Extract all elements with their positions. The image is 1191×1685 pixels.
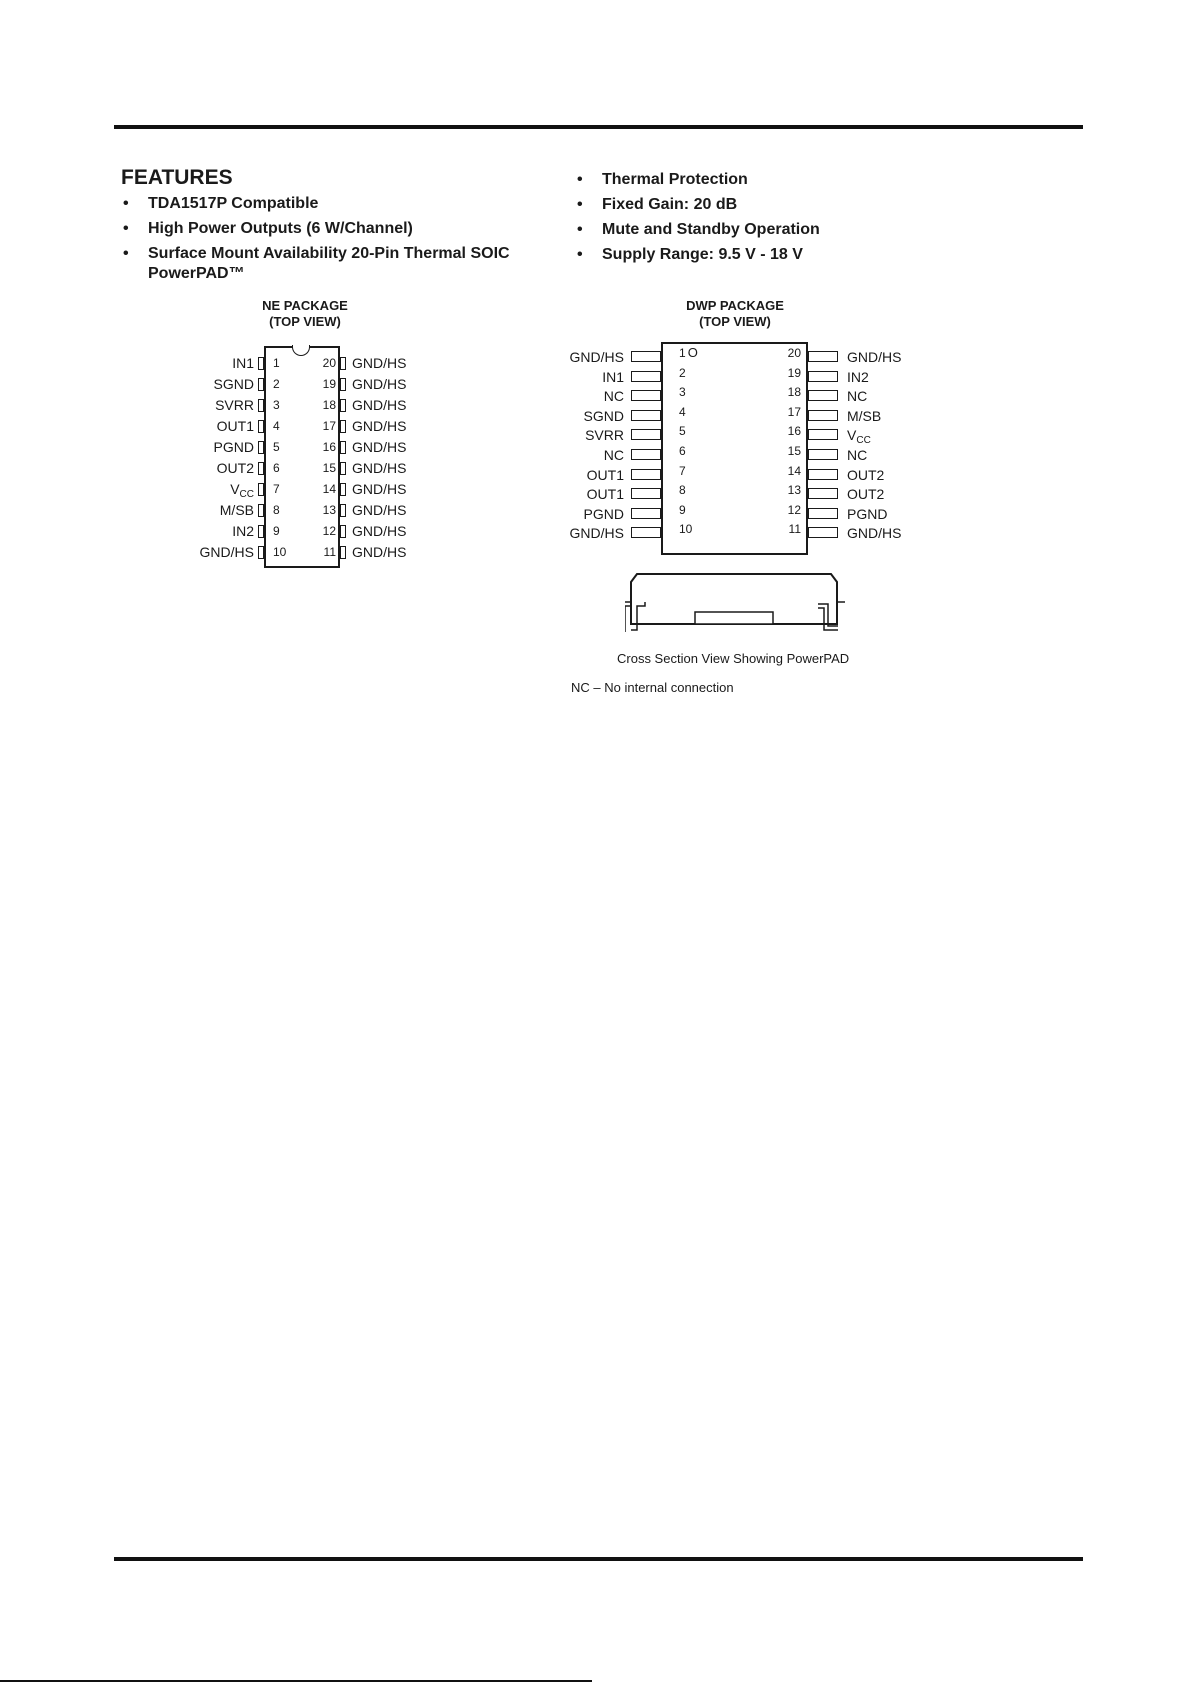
pin-label: OUT2 xyxy=(847,466,885,483)
pin-label: GND/HS xyxy=(352,460,407,476)
pin-number: 5 xyxy=(679,424,686,439)
pin-number: 6 xyxy=(679,444,686,458)
pin-number: 5 xyxy=(273,440,280,454)
pin-lead xyxy=(631,351,661,362)
pin-label: GND/HS xyxy=(352,397,407,413)
pin-lead xyxy=(631,469,661,480)
pin-lead xyxy=(340,420,346,433)
pin-label: OUT1 xyxy=(586,466,624,483)
pin-label: SVRR xyxy=(585,427,624,444)
pin-number: 19 xyxy=(787,365,801,380)
ne-package-name: NE PACKAGE xyxy=(262,298,348,313)
pin-lead xyxy=(340,546,346,559)
pin-label: NC xyxy=(603,447,624,463)
pin-lead xyxy=(258,357,264,370)
top-rule xyxy=(114,125,1083,129)
pin-lead xyxy=(258,546,264,559)
feature-item: • Thermal Protection xyxy=(575,170,820,190)
feature-item: • High Power Outputs (6 W/Channel) xyxy=(121,219,528,239)
pin-lead xyxy=(808,351,838,362)
pin-lead xyxy=(258,462,264,475)
pin-number: 11 xyxy=(323,545,336,559)
powerpad-cross-section-drawing xyxy=(625,572,845,632)
pin-number: 7 xyxy=(679,463,686,478)
pin-label: GND/HS xyxy=(352,502,407,518)
pin-lead xyxy=(340,483,346,496)
pin-number: 8 xyxy=(273,503,280,517)
pin-number: 13 xyxy=(787,483,801,498)
pin-label: NC xyxy=(847,388,868,405)
pin-number: 20 xyxy=(322,356,336,370)
pin-label: GND/HS xyxy=(352,523,407,539)
pin-label: $V_{CC}$ xyxy=(230,481,254,500)
pin-lead xyxy=(631,488,661,499)
pin-number: 18 xyxy=(322,398,336,412)
pin-lead xyxy=(258,525,264,538)
features-list-left xyxy=(121,194,528,289)
pin-number: 16 xyxy=(322,440,336,454)
pin-number: 7 xyxy=(273,482,280,496)
pin-label: IN2 xyxy=(847,368,869,385)
ne-package-title xyxy=(240,298,370,330)
pin-number: 2 xyxy=(679,365,686,380)
right-gull-wing-lead xyxy=(818,598,842,632)
pin-label: OUT2 xyxy=(847,486,885,503)
dwp-package-title xyxy=(670,298,800,330)
pin-lead xyxy=(258,504,264,517)
pin-number: 4 xyxy=(273,419,280,433)
pin-number: 17 xyxy=(787,404,801,419)
pin-label: GND/HS xyxy=(199,544,254,560)
pin-lead xyxy=(258,378,264,391)
pin-number: 12 xyxy=(322,524,336,538)
pin-number: 14 xyxy=(787,463,801,478)
pin-lead xyxy=(340,399,346,412)
pin-label: PGND xyxy=(583,505,624,522)
pin-number: 1 xyxy=(273,356,280,370)
pin-lead xyxy=(631,410,661,421)
feature-item: • Fixed Gain: 20 dB xyxy=(575,195,820,215)
pin-lead xyxy=(808,429,838,440)
feature-item: • TDA1517P Compatible xyxy=(121,194,528,214)
pin-label: IN2 xyxy=(232,523,254,539)
pin-lead xyxy=(340,441,346,454)
pin-label: OUT2 xyxy=(216,460,254,476)
pin-number: 3 xyxy=(679,385,686,400)
pin-label: GND/HS xyxy=(847,525,902,542)
pin-lead xyxy=(631,508,661,519)
pin-number: 20 xyxy=(787,346,801,360)
pin-number: 14 xyxy=(322,482,336,496)
pin-lead xyxy=(808,371,838,382)
nc-footnote: NC – No internal connection xyxy=(571,680,734,695)
pin-number: 3 xyxy=(273,398,280,412)
pin-label: GND/HS xyxy=(569,525,624,542)
pin-lead xyxy=(340,462,346,475)
ne-package-view: (TOP VIEW) xyxy=(269,314,341,329)
pin-label: GND/HS xyxy=(352,376,407,392)
pin-number: 15 xyxy=(322,461,336,475)
pin-lead xyxy=(340,378,346,391)
pin-label: GND/HS xyxy=(352,481,407,497)
pin-label-subscript: CC xyxy=(239,489,254,500)
pin-number: 16 xyxy=(787,424,801,439)
pin-label: GND/HS xyxy=(352,418,407,434)
pin-lead xyxy=(258,420,264,433)
pin-label: GND/HS xyxy=(569,349,624,365)
footer-line xyxy=(0,1680,592,1682)
pin-number: 6 xyxy=(273,461,280,475)
pin-label: SVRR xyxy=(215,397,254,413)
pin-label: GND/HS xyxy=(352,355,407,371)
pin-label: GND/HS xyxy=(352,544,407,560)
pin-number: 17 xyxy=(322,419,336,433)
pin-lead xyxy=(808,469,838,480)
pin-number: 11 xyxy=(788,522,801,537)
pin-number: 10 xyxy=(273,545,287,559)
pin-number: 12 xyxy=(787,502,801,517)
pin-label: IN1 xyxy=(602,368,624,385)
pin-lead xyxy=(808,508,838,519)
pin-label: M/SB xyxy=(847,407,882,424)
pin-lead xyxy=(258,399,264,412)
pin-lead xyxy=(258,483,264,496)
pin-lead xyxy=(340,357,346,370)
pin-label: GND/HS xyxy=(352,439,407,455)
pin-lead xyxy=(631,390,661,401)
pin-lead xyxy=(631,449,661,460)
pin-number: 18 xyxy=(787,385,801,400)
feature-item: • Supply Range: 9.5 V - 18 V xyxy=(575,245,820,265)
pin-label: OUT1 xyxy=(216,418,254,434)
left-gull-wing-lead xyxy=(629,600,653,632)
pin-number: 9 xyxy=(679,502,686,517)
dwp-package-view: (TOP VIEW) xyxy=(699,314,771,329)
pin-number: 4 xyxy=(679,404,686,419)
pin-lead xyxy=(808,410,838,421)
pin-number: 8 xyxy=(679,483,686,498)
pin-label: $V_{CC}$ xyxy=(847,427,871,447)
pin-label: OUT1 xyxy=(586,486,624,503)
pin-lead xyxy=(808,527,838,538)
features-list-right xyxy=(575,170,820,270)
pin-lead xyxy=(631,429,661,440)
pin-label: SGND xyxy=(583,407,624,424)
pin-label: NC xyxy=(603,388,624,405)
pin-label-subscript: CC xyxy=(856,435,871,447)
pin-label: PGND xyxy=(213,439,254,455)
pin-lead xyxy=(808,449,838,460)
feature-item: • Mute and Standby Operation xyxy=(575,220,820,240)
pin-lead xyxy=(340,504,346,517)
pin-lead xyxy=(808,390,838,401)
dwp-package-name: DWP PACKAGE xyxy=(686,298,784,313)
pin-number: 10 xyxy=(679,522,693,537)
pin-number: 2 xyxy=(273,377,280,391)
pin-label: PGND xyxy=(847,505,888,522)
pin-number: 15 xyxy=(787,444,801,458)
bottom-rule xyxy=(114,1557,1083,1561)
pin-number: 19 xyxy=(322,377,336,391)
cross-section-caption: Cross Section View Showing PowerPAD xyxy=(617,651,850,666)
pin-label: IN1 xyxy=(232,355,254,371)
features-heading: FEATURES xyxy=(121,166,233,189)
pin1-marker: O xyxy=(687,345,698,360)
pin-label: M/SB xyxy=(219,502,254,518)
pin-label: SGND xyxy=(213,376,254,392)
pin-number: 9 xyxy=(273,524,280,538)
pin-lead xyxy=(808,488,838,499)
pin-lead xyxy=(340,525,346,538)
feature-text: Surface Mount Availability 20-Pin Thermal SOIC PowerPAD™ xyxy=(148,245,510,282)
pin-number: 1 O xyxy=(679,345,698,360)
feature-item xyxy=(121,244,528,284)
pin-lead xyxy=(631,371,661,382)
pin-number: 13 xyxy=(322,503,336,517)
pin-label: NC xyxy=(847,447,868,463)
pin-lead xyxy=(258,441,264,454)
pin-label: GND/HS xyxy=(847,349,902,365)
pin-lead xyxy=(631,527,661,538)
